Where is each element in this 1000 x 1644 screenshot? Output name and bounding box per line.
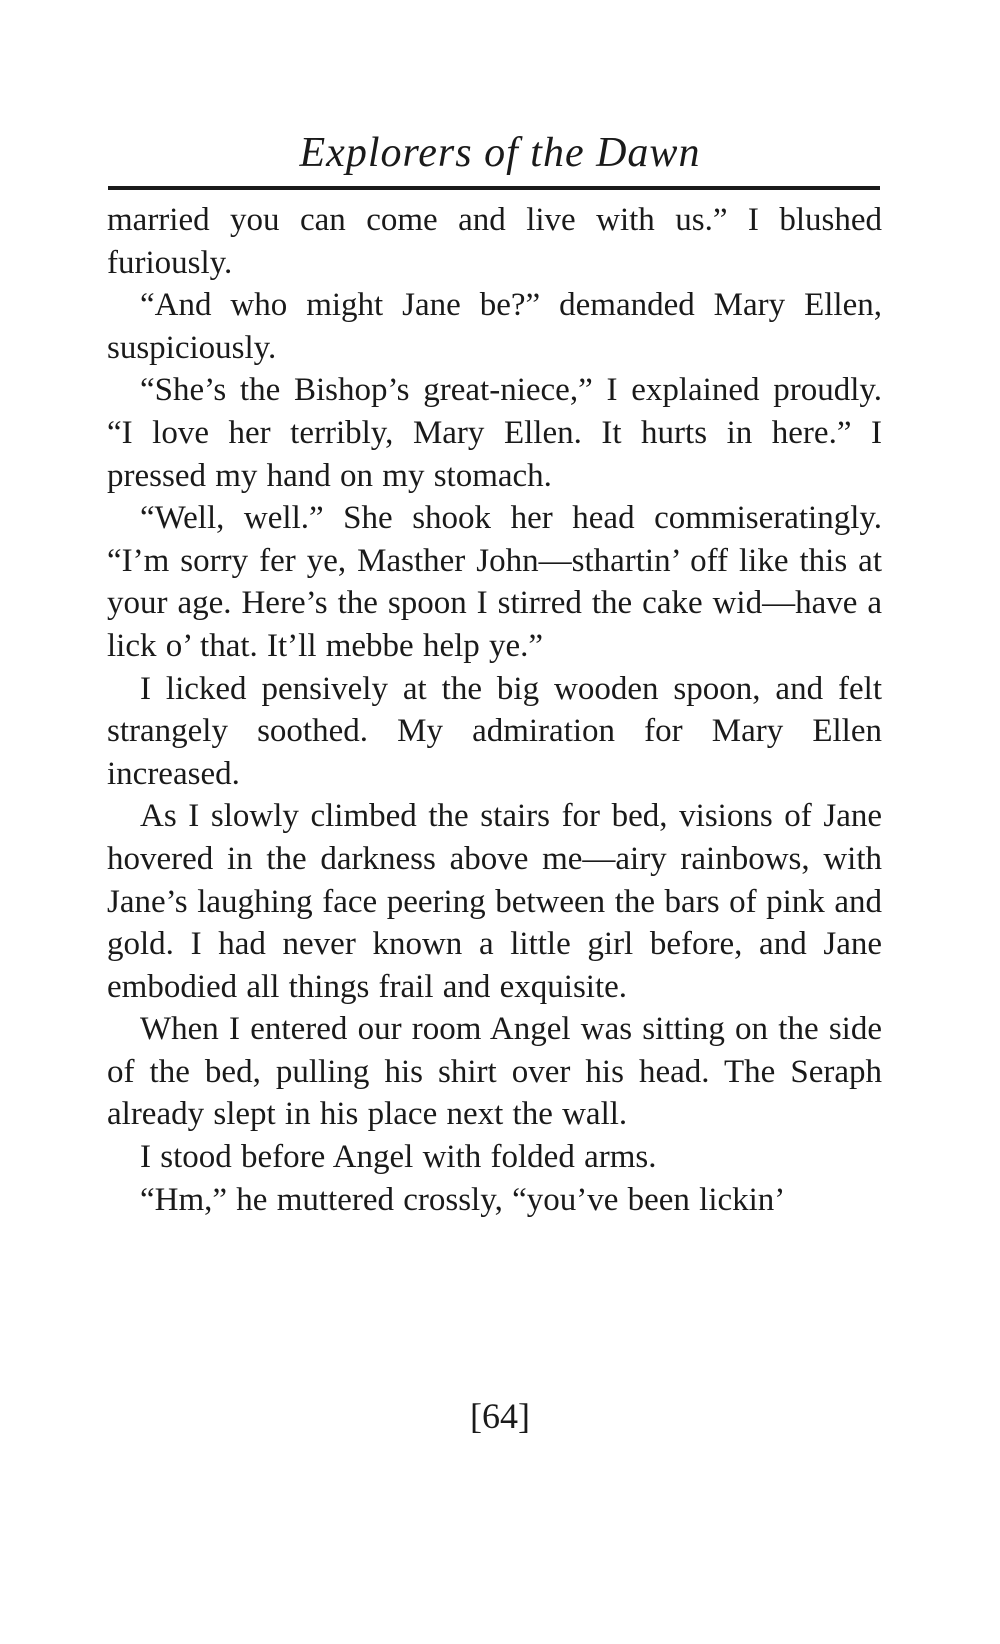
header-rule bbox=[108, 186, 880, 190]
paragraph: When I entered our room Angel was sitting on the side of the bed, pulling his shirt over his head. The Seraph already slept in his place next the wall. bbox=[107, 1011, 882, 1133]
paragraph: married you can come and live with us.” I blushed furiously. bbox=[107, 202, 882, 281]
paragraph: “She’s the Bishop’s great-niece,” I explained proudly. “I love her terribly, Mary Ellen. It hurts in here.” I pressed my hand on my stomach. bbox=[107, 372, 882, 494]
running-title: Explorers of the Dawn bbox=[299, 130, 701, 176]
page-number: [64] bbox=[470, 1396, 530, 1436]
paragraph: “And who might Jane be?” demanded Mary Ellen, suspiciously. bbox=[107, 287, 882, 366]
body-text bbox=[107, 199, 882, 1221]
paragraph: I licked pensively at the big wooden spoon, and felt strangely soothed. My admiration for Mary Ellen increased. bbox=[107, 670, 882, 792]
paragraph: “Well, well.” She shook her head commiseratingly. “I’m sorry fer ye, Masther John—sthartin’ off like this at your age. Here’s the spoon I stirred the cake wid—have a lick o’ that. It’ll mebbe help ye.” bbox=[107, 500, 882, 664]
paragraph: I stood before Angel with folded arms. bbox=[140, 1139, 657, 1176]
paragraph: “Hm,” he muttered crossly, “you’ve been lickin’ bbox=[140, 1181, 786, 1218]
paragraph: As I slowly climbed the stairs for bed, visions of Jane hovered in the darkness above me—airy rainbows, with Jane’s laughing face peering between the bars of pink and gold. I had never known a little girl before, and Jane embodied all things frail and exquisite. bbox=[107, 798, 882, 1005]
